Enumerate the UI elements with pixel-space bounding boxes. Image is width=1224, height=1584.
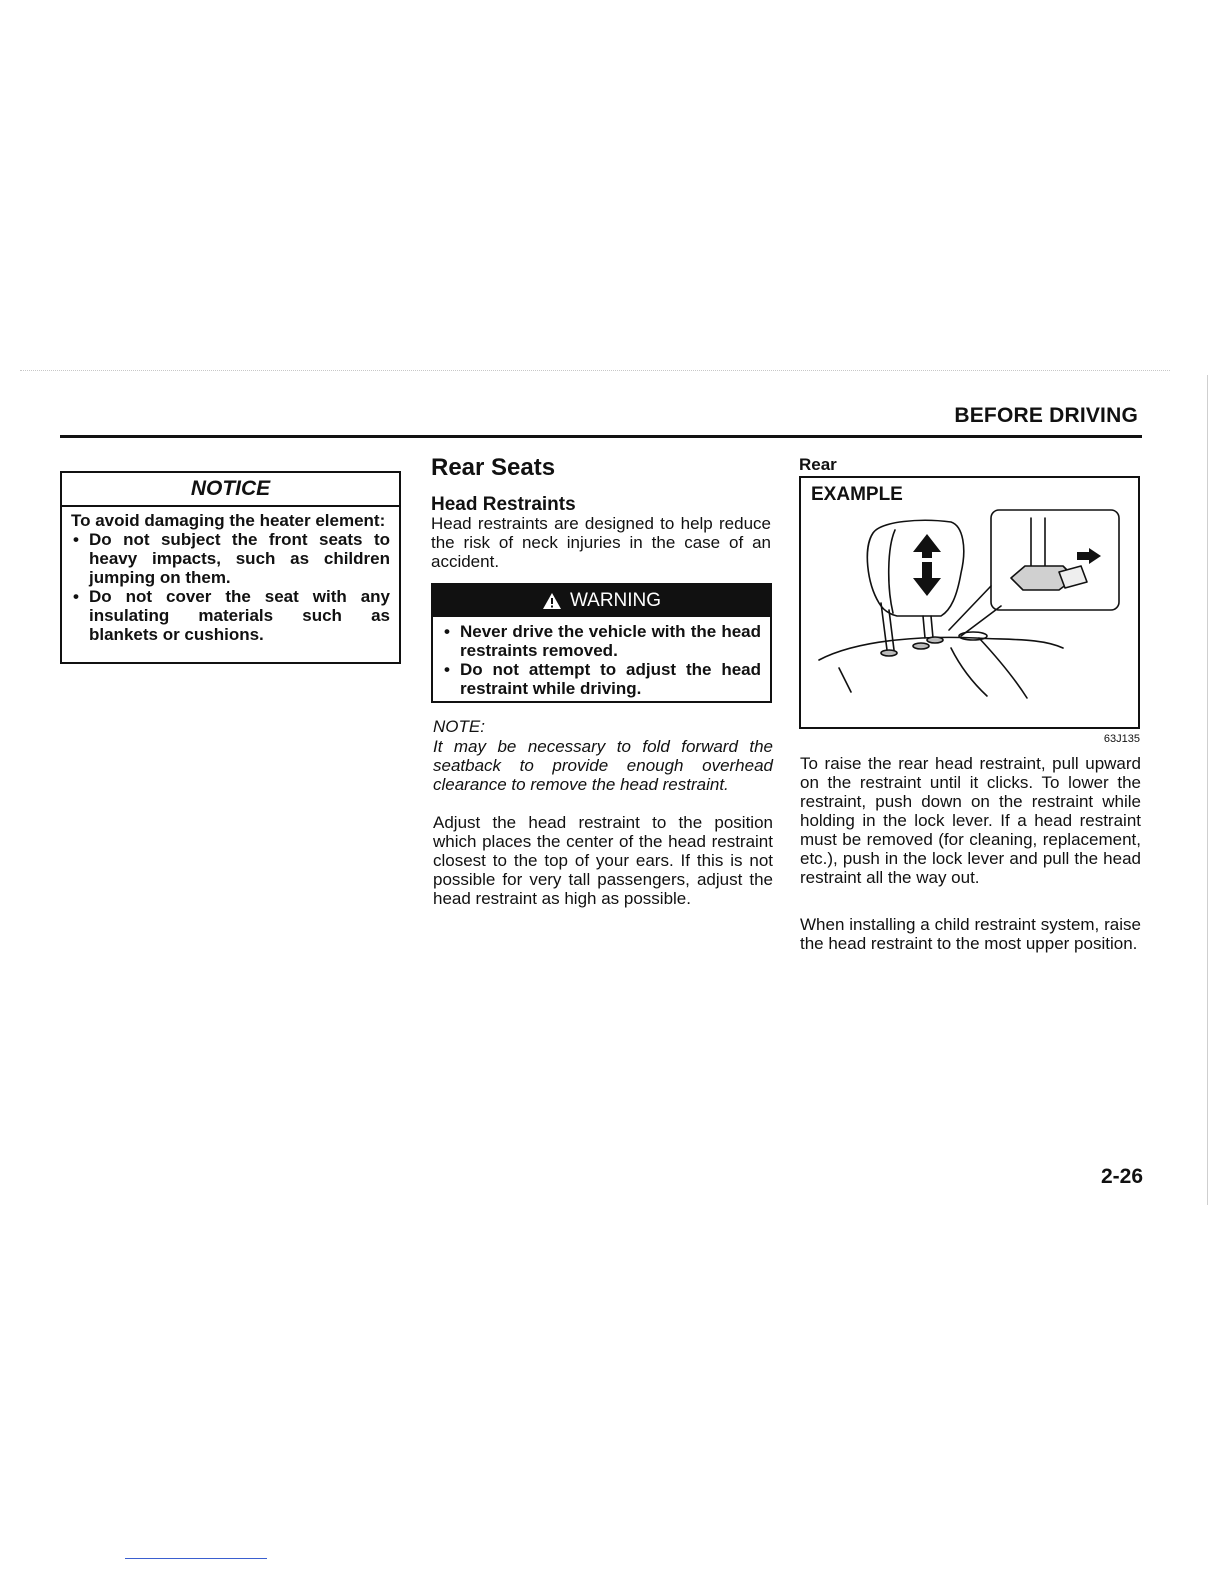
notice-item: • Do not subject the front seats to heavy impacts, such as children jumping on them. xyxy=(71,530,390,587)
notice-list xyxy=(71,530,390,644)
notice-title: NOTICE xyxy=(62,473,399,507)
intro-paragraph: Head restraints are designed to help reduce the risk of neck injuries in the case of an accident. xyxy=(431,514,771,571)
note-text: It may be necessary to fold forward the seatback to provide enough overhead clearance to remove the head restraint. xyxy=(433,737,773,794)
warning-title: WARNING xyxy=(569,590,662,611)
warning-box xyxy=(431,583,772,703)
notice-body xyxy=(62,507,399,644)
head-restraint-figure xyxy=(799,476,1140,729)
section-heading: Rear Seats xyxy=(431,454,556,481)
top-dotted-line xyxy=(20,370,1170,371)
notice-item: • Do not cover the seat with any insulating materials such as blankets or cushions. xyxy=(71,587,390,644)
warning-list xyxy=(442,622,761,698)
figure-example-label: EXAMPLE xyxy=(811,484,903,505)
page-edge-line xyxy=(1207,375,1208,1205)
subsection-heading: Head Restraints xyxy=(431,494,576,515)
header-rule xyxy=(60,435,1142,438)
page-number: 2-26 xyxy=(1100,1165,1143,1188)
figure-code: 63J135 xyxy=(1103,733,1140,745)
notice-box xyxy=(60,471,401,664)
child-restraint-paragraph: When installing a child restraint system, raise the head restraint to the most upper position. xyxy=(800,915,1141,953)
note-label: NOTE: xyxy=(433,717,485,736)
bottom-link-underline xyxy=(125,1558,267,1559)
rear-label: Rear xyxy=(799,455,837,474)
warning-body xyxy=(433,617,770,698)
section-title: BEFORE DRIVING xyxy=(954,404,1138,427)
head-restraint-illustration xyxy=(801,478,1138,727)
warning-item: • Do not attempt to adjust the head restraint while driving. xyxy=(442,660,761,698)
warning-header xyxy=(433,585,770,617)
raise-lower-paragraph: To raise the rear head restraint, pull upward on the restraint until it clicks. To lower the restraint, push down on the restraint while holding in the lock lever. If a head restraint must be removed (for cleaning, replacement, etc.), push in the lock lever and pull the head restraint all the way out. xyxy=(800,754,1141,887)
warning-item: • Never drive the vehicle with the head restraints removed. xyxy=(442,622,761,660)
adjust-paragraph: Adjust the head restraint to the position which places the center of the head restraint closest to the top of your ears. If this is not possible for very tall passengers, adjust the head restraint as high as possible. xyxy=(433,813,773,908)
warning-triangle-icon xyxy=(542,592,562,610)
notice-intro: To avoid damaging the heater element: xyxy=(71,511,386,530)
